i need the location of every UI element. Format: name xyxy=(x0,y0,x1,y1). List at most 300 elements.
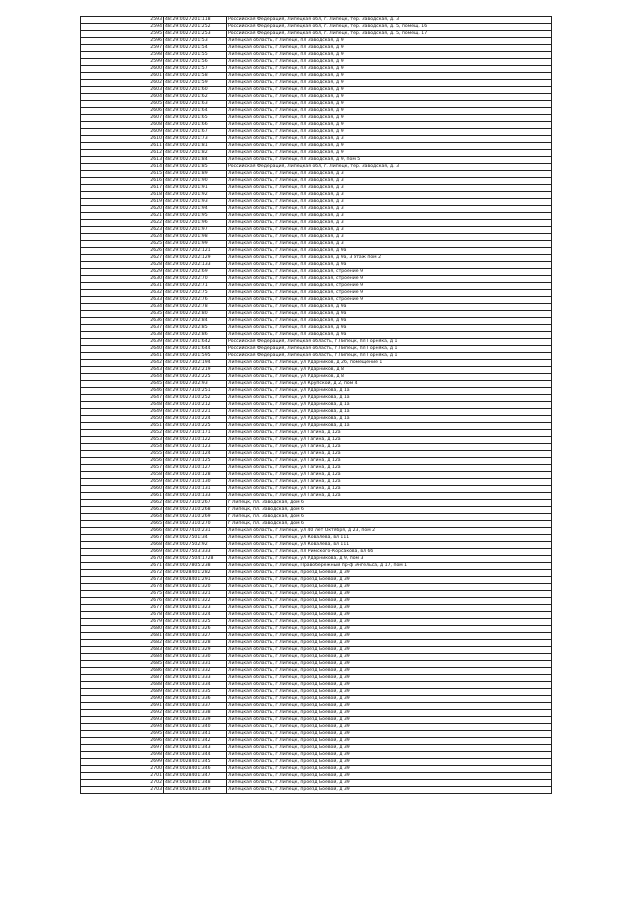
table-row xyxy=(81,367,552,374)
cadastral-number-cell: 48:29:0027310:171 xyxy=(164,430,227,437)
table-row xyxy=(81,773,552,780)
address-cell: г Липецк, пл. Заводская, дом 6 xyxy=(227,500,552,507)
table-row xyxy=(81,423,552,430)
cadastral-number-cell: 48:29:0027202:76 xyxy=(164,297,227,304)
cadastral-number-cell: 48:29:0027201:81 xyxy=(164,143,227,150)
address-cell: Липецкая область, г Липецк, пл Заводская, д 9а xyxy=(227,248,552,255)
table-row xyxy=(81,458,552,465)
table-row xyxy=(81,101,552,108)
address-cell: Липецкая область, г Липецк, пл Заводская, д 9 xyxy=(227,122,552,129)
table-row xyxy=(81,598,552,605)
cadastral-number-cell: 48:29:0027201:84 xyxy=(164,157,227,164)
address-cell: Липецкая область, г Липецк, пл Заводская, д 9 xyxy=(227,101,552,108)
address-cell: Липецкая область, г Липецк, пл Заводская, строение 9 xyxy=(227,297,552,304)
table-row xyxy=(81,220,552,227)
address-cell: Липецкая область, г Липецк, проезд Боевой, д 39 xyxy=(227,605,552,612)
address-cell: Липецкая область, г Липецк, проезд Боевой, д 39 xyxy=(227,780,552,787)
row-number-cell: 2676 xyxy=(81,598,164,605)
cadastral-number-cell: 48:29:0028401:291 xyxy=(164,577,227,584)
row-number-cell: 2674 xyxy=(81,584,164,591)
row-number-cell: 2684 xyxy=(81,654,164,661)
table-row xyxy=(81,381,552,388)
cadastral-number-cell: 48:29:0027310:267 xyxy=(164,500,227,507)
table-row xyxy=(81,178,552,185)
row-number-cell: 2677 xyxy=(81,605,164,612)
address-cell: Липецкая область, г Липецк, проезд Боевой, д 39 xyxy=(227,591,552,598)
table-row xyxy=(81,297,552,304)
table-row xyxy=(81,605,552,612)
cadastral-number-cell: 48:29:0027310:269 xyxy=(164,514,227,521)
row-number-cell: 2658 xyxy=(81,472,164,479)
table-row xyxy=(81,745,552,752)
cadastral-number-cell: 48:29:0027310:128 xyxy=(164,472,227,479)
table-row xyxy=(81,717,552,724)
table-row xyxy=(81,346,552,353)
table-row xyxy=(81,52,552,59)
table-row xyxy=(81,619,552,626)
address-cell: Липецкая область, г Липецк, пл Заводская, д 9 xyxy=(227,45,552,52)
cadastral-number-cell: 48:29:0027302:93 xyxy=(164,381,227,388)
row-number-cell: 2611 xyxy=(81,143,164,150)
cadastral-number-cell: 48:29:0028401:329 xyxy=(164,647,227,654)
row-number-cell: 2657 xyxy=(81,465,164,472)
address-cell: Липецкая область, г Липецк, проезд Боевой, д 39 xyxy=(227,577,552,584)
cadastral-number-cell: 48:29:0028401:327 xyxy=(164,633,227,640)
table-row xyxy=(81,395,552,402)
row-number-cell: 2603 xyxy=(81,87,164,94)
table-row xyxy=(81,402,552,409)
cadastral-number-cell: 48:29:0027201:56 xyxy=(164,59,227,66)
cadastral-number-cell: 48:29:0027201:60 xyxy=(164,87,227,94)
table-row xyxy=(81,276,552,283)
address-cell: Липецкая область, г Липецк, пл Заводская, д 9 xyxy=(227,80,552,87)
row-number-cell: 2654 xyxy=(81,444,164,451)
address-cell: Липецкая область, г Липецк, ул Гагина, д 12а xyxy=(227,465,552,472)
table-row xyxy=(81,45,552,52)
cadastral-number-cell: 48:29:0027202:69 xyxy=(164,269,227,276)
table-row xyxy=(81,325,552,332)
row-number-cell: 2685 xyxy=(81,661,164,668)
address-cell: Липецкая область, г Липецк, проезд Боевой, д 39 xyxy=(227,773,552,780)
row-number-cell: 2609 xyxy=(81,129,164,136)
row-number-cell: 2639 xyxy=(81,339,164,346)
row-number-cell: 2617 xyxy=(81,185,164,192)
cadastral-number-cell: 48:29:0027201:252 xyxy=(164,24,227,31)
row-number-cell: 2598 xyxy=(81,52,164,59)
address-cell: Липецкая область, г Липецк, пл Заводская, д 9 xyxy=(227,94,552,101)
row-number-cell: 2604 xyxy=(81,94,164,101)
address-cell: Липецкая область, г Липецк, проезд Боевой, д 39 xyxy=(227,661,552,668)
address-cell: Липецкая область, г Липецк, проезд Боевой, д 39 xyxy=(227,759,552,766)
row-number-cell: 2606 xyxy=(81,108,164,115)
row-number-cell: 2602 xyxy=(81,80,164,87)
table-row xyxy=(81,360,552,367)
cadastral-number-cell: 48:29:0028401:331 xyxy=(164,661,227,668)
address-cell: Липецкая область, г Липецк, ул Ударникова, д 1а xyxy=(227,423,552,430)
address-cell: Липецкая область, г Липецк, проезд Боевой, д 39 xyxy=(227,703,552,710)
row-number-cell: 2596 xyxy=(81,38,164,45)
table-row xyxy=(81,171,552,178)
address-cell: Липецкая область, г Липецк, проезд Боевой, д 39 xyxy=(227,647,552,654)
cadastral-number-cell: 48:29:0027201:85 xyxy=(164,164,227,171)
address-cell: Липецкая область, г Липецк, пл Заводская, строение 9 xyxy=(227,283,552,290)
table-row xyxy=(81,626,552,633)
registry-body xyxy=(81,17,552,794)
address-cell: Липецкая область, г Липецк, проезд Боевой, д 39 xyxy=(227,570,552,577)
address-cell: Липецкая область, г Липецк, пл Заводская, д 9 xyxy=(227,87,552,94)
table-row xyxy=(81,164,552,171)
cadastral-number-cell: 48:29:0027201:66 xyxy=(164,122,227,129)
table-row xyxy=(81,290,552,297)
address-cell: Липецкая область, г Липецк, пл Заводская, д 3 xyxy=(227,192,552,199)
address-cell: Липецкая область, г Липецк, пл Заводская, д 3 xyxy=(227,199,552,206)
table-row xyxy=(81,248,552,255)
table-row xyxy=(81,612,552,619)
cadastral-number-cell: 48:29:0027310:130 xyxy=(164,479,227,486)
cadastral-number-cell: 48:29:0027202:133 xyxy=(164,262,227,269)
row-number-cell: 2597 xyxy=(81,45,164,52)
cadastral-number-cell: 48:29:0028401:348 xyxy=(164,780,227,787)
address-cell: Липецкая область, г Липецк, пл Заводская, д 3 xyxy=(227,241,552,248)
cadastral-number-cell: 48:29:0027310:221 xyxy=(164,409,227,416)
address-cell: Липецкая область, г Липецк, ул Ударников, д 8 xyxy=(227,374,552,381)
table-row xyxy=(81,759,552,766)
cadastral-number-cell: 48:29:0027201:94 xyxy=(164,206,227,213)
table-row xyxy=(81,115,552,122)
table-row xyxy=(81,507,552,514)
table-row xyxy=(81,31,552,38)
table-row xyxy=(81,108,552,115)
address-cell: Липецкая область, г Липецк, проезд Боевой, д 39 xyxy=(227,724,552,731)
row-number-cell: 2683 xyxy=(81,647,164,654)
address-cell: Липецкая область, г Липецк, проезд Боевой, д 39 xyxy=(227,598,552,605)
table-row xyxy=(81,528,552,535)
cadastral-number-cell: 48:29:0027301:595 xyxy=(164,353,227,360)
address-cell: Липецкая область, г Липецк, пл Заводская, строение 9 xyxy=(227,269,552,276)
cadastral-number-cell: 48:29:0027201:63 xyxy=(164,101,227,108)
table-row xyxy=(81,451,552,458)
cadastral-number-cell: 48:29:0028401:322 xyxy=(164,598,227,605)
row-number-cell: 2630 xyxy=(81,276,164,283)
row-number-cell: 2600 xyxy=(81,66,164,73)
row-number-cell: 2699 xyxy=(81,759,164,766)
address-cell: Липецкая область, г Липецк, проезд Боевой, д 39 xyxy=(227,626,552,633)
address-cell: Российская Федерация, Липецкая обл, г. Липецк, тер. Заводская, д. 3 xyxy=(227,17,552,24)
row-number-cell: 2671 xyxy=(81,563,164,570)
cadastral-number-cell: 48:29:0027201:64 xyxy=(164,108,227,115)
row-number-cell: 2688 xyxy=(81,682,164,689)
cadastral-number-cell: 48:29:0028401:339 xyxy=(164,717,227,724)
row-number-cell: 2651 xyxy=(81,423,164,430)
cadastral-number-cell: 48:29:0028401:347 xyxy=(164,773,227,780)
table-row xyxy=(81,766,552,773)
address-cell: Липецкая область, г Липецк, ул Гагина, д 12а xyxy=(227,458,552,465)
row-number-cell: 2601 xyxy=(81,73,164,80)
row-number-cell: 2637 xyxy=(81,325,164,332)
row-number-cell: 2652 xyxy=(81,430,164,437)
table-row xyxy=(81,710,552,717)
address-cell: г Липецк, пл. Заводская, дом 6 xyxy=(227,521,552,528)
row-number-cell: 2640 xyxy=(81,346,164,353)
table-row xyxy=(81,689,552,696)
cadastral-number-cell: 48:29:0027501:34 xyxy=(164,535,227,542)
table-row xyxy=(81,584,552,591)
address-cell: Липецкая область, г Липецк, ул Гагина, д 12а xyxy=(227,430,552,437)
row-number-cell: 2693 xyxy=(81,717,164,724)
cadastral-number-cell: 48:29:0027310:251 xyxy=(164,388,227,395)
row-number-cell: 2628 xyxy=(81,262,164,269)
row-number-cell: 2632 xyxy=(81,290,164,297)
table-row xyxy=(81,556,552,563)
cadastral-number-cell: 48:29:0027201:95 xyxy=(164,213,227,220)
address-cell: Липецкая область, г Липецк, ул Гагина, д 12а xyxy=(227,479,552,486)
table-row xyxy=(81,682,552,689)
table-row xyxy=(81,24,552,31)
table-row xyxy=(81,437,552,444)
table-row xyxy=(81,94,552,101)
table-row xyxy=(81,416,552,423)
cadastral-number-cell: 48:29:0028401:332 xyxy=(164,668,227,675)
row-number-cell: 2594 xyxy=(81,24,164,31)
row-number-cell: 2678 xyxy=(81,612,164,619)
cadastral-number-cell: 48:29:0028401:324 xyxy=(164,612,227,619)
row-number-cell: 2691 xyxy=(81,703,164,710)
row-number-cell: 2690 xyxy=(81,696,164,703)
address-cell: Российская Федерация, Липецкая область, г Липецк, пл Горняка, д 1 xyxy=(227,353,552,360)
row-number-cell: 2643 xyxy=(81,367,164,374)
address-cell: Липецкая область, г Липецк, пл Заводская, д 9 xyxy=(227,115,552,122)
cadastral-number-cell: 48:29:0027202:121 xyxy=(164,248,227,255)
row-number-cell: 2620 xyxy=(81,206,164,213)
row-number-cell: 2599 xyxy=(81,59,164,66)
table-row xyxy=(81,591,552,598)
table-row xyxy=(81,332,552,339)
cadastral-number-cell: 48:29:0027201:53 xyxy=(164,38,227,45)
cadastral-number-cell: 48:29:0028401:338 xyxy=(164,710,227,717)
row-number-cell: 2638 xyxy=(81,332,164,339)
address-cell: Липецкая область, г Липецк, ул Гагина, д 12а xyxy=(227,493,552,500)
cadastral-number-cell: 48:29:0027201:253 xyxy=(164,31,227,38)
cadastral-number-cell: 48:29:0027310:268 xyxy=(164,507,227,514)
address-cell: Липецкая область, г Липецк, проезд Боевой, д 39 xyxy=(227,745,552,752)
address-cell: Липецкая область, г Липецк, пл Заводская, д 9 xyxy=(227,150,552,157)
table-row xyxy=(81,269,552,276)
cadastral-number-cell: 48:29:0028401:326 xyxy=(164,626,227,633)
table-row xyxy=(81,143,552,150)
row-number-cell: 2663 xyxy=(81,507,164,514)
row-number-cell: 2701 xyxy=(81,773,164,780)
table-row xyxy=(81,549,552,556)
cadastral-number-cell: 48:29:0027805:238 xyxy=(164,563,227,570)
table-row xyxy=(81,38,552,45)
address-cell: Липецкая область, г Липецк, пл Заводская, д 9а xyxy=(227,304,552,311)
address-cell: Липецкая область, г Липецк, пл Заводская, д 9 xyxy=(227,108,552,115)
row-number-cell: 2702 xyxy=(81,780,164,787)
row-number-cell: 2647 xyxy=(81,395,164,402)
cadastral-number-cell: 48:29:0027201:92 xyxy=(164,192,227,199)
table-row xyxy=(81,703,552,710)
cadastral-number-cell: 48:29:0028401:325 xyxy=(164,619,227,626)
cadastral-number-cell: 48:29:0027201:59 xyxy=(164,80,227,87)
cadastral-number-cell: 48:29:0027410:231 xyxy=(164,528,227,535)
address-cell: Липецкая область, г Липецк, проезд Боевой, д 39 xyxy=(227,689,552,696)
address-cell: Липецкая область, г Липецк, проезд Боевой, д 39 xyxy=(227,640,552,647)
cadastral-number-cell: 48:29:0027310:133 xyxy=(164,493,227,500)
table-row xyxy=(81,542,552,549)
address-cell: Липецкая область, г Липецк, проезд Боевой, д 39 xyxy=(227,682,552,689)
cadastral-number-cell: 48:29:0028401:345 xyxy=(164,759,227,766)
address-cell: Липецкая область, г Липецк, проезд Боевой, д 39 xyxy=(227,752,552,759)
table-row xyxy=(81,129,552,136)
cadastral-number-cell: 48:29:0027202:85 xyxy=(164,325,227,332)
cadastral-number-cell: 48:29:0027202:84 xyxy=(164,318,227,325)
cadastral-number-cell: 48:29:0028401:340 xyxy=(164,724,227,731)
table-row xyxy=(81,780,552,787)
address-cell: Липецкая область, г Липецк, ул Ударников, д 26, помещение 1 xyxy=(227,360,552,367)
address-cell: Липецкая область, г Липецк, пл Заводская, д 9 xyxy=(227,73,552,80)
address-cell: Липецкая область, г Липецк, проезд Боевой, д 39 xyxy=(227,766,552,773)
cadastral-number-cell: 48:29:0027310:224 xyxy=(164,416,227,423)
address-cell: Липецкая область, г Липецк, ул Гагина, д 12а xyxy=(227,451,552,458)
cadastral-number-cell: 48:29:0028401:335 xyxy=(164,689,227,696)
row-number-cell: 2687 xyxy=(81,675,164,682)
table-row xyxy=(81,577,552,584)
row-number-cell: 2641 xyxy=(81,353,164,360)
table-row xyxy=(81,724,552,731)
cadastral-number-cell: 48:29:0027301:644 xyxy=(164,346,227,353)
cadastral-number-cell: 48:29:0028401:323 xyxy=(164,605,227,612)
table-row xyxy=(81,255,552,262)
registry-table xyxy=(80,16,552,794)
address-cell: Липецкая область, г Липецк, Правобережный пр-ф Энгельса, д 17, пом 1 xyxy=(227,563,552,570)
cadastral-number-cell: 48:29:0028401:344 xyxy=(164,752,227,759)
address-cell: Липецкая область, г Липецк, пл Заводская, д 3 xyxy=(227,136,552,143)
cadastral-number-cell: 48:29:0027201:91 xyxy=(164,185,227,192)
table-row xyxy=(81,353,552,360)
cadastral-number-cell: 48:29:0028401:330 xyxy=(164,654,227,661)
row-number-cell: 2629 xyxy=(81,269,164,276)
row-number-cell: 2612 xyxy=(81,150,164,157)
table-row xyxy=(81,696,552,703)
row-number-cell: 2686 xyxy=(81,668,164,675)
table-row xyxy=(81,563,552,570)
cadastral-number-cell: 48:29:0027502:92 xyxy=(164,542,227,549)
address-cell: Липецкая область, г Липецк, пл Заводская, д 9 xyxy=(227,66,552,73)
cadastral-number-cell: 48:29:0027310:123 xyxy=(164,444,227,451)
row-number-cell: 2689 xyxy=(81,689,164,696)
cadastral-number-cell: 48:29:0027201:93 xyxy=(164,199,227,206)
table-row xyxy=(81,647,552,654)
cadastral-number-cell: 48:29:0028401:346 xyxy=(164,766,227,773)
cadastral-number-cell: 48:29:0027302:225 xyxy=(164,374,227,381)
table-row xyxy=(81,73,552,80)
row-number-cell: 2595 xyxy=(81,31,164,38)
row-number-cell: 2642 xyxy=(81,360,164,367)
table-row xyxy=(81,87,552,94)
address-cell: Липецкая область, г Липецк, ул 40 лет Октября, д 23, пом 2 xyxy=(227,528,552,535)
address-cell: Липецкая область, г Липецк, пл Заводская, д 9 xyxy=(227,143,552,150)
address-cell: Липецкая область, г Липецк, проезд Боевой, д 39 xyxy=(227,675,552,682)
address-cell: Российская Федерация, Липецкая область, г Липецк, пл Горняка, д 1 xyxy=(227,339,552,346)
cadastral-number-cell: 48:29:0027202:78 xyxy=(164,304,227,311)
cadastral-number-cell: 48:29:0027201:98 xyxy=(164,234,227,241)
row-number-cell: 2616 xyxy=(81,178,164,185)
row-number-cell: 2625 xyxy=(81,241,164,248)
address-cell: Липецкая область, г Липецк, проезд Боевой, д 39 xyxy=(227,668,552,675)
cadastral-number-cell: 48:29:0027310:127 xyxy=(164,465,227,472)
cadastral-number-cell: 48:29:0028401:336 xyxy=(164,696,227,703)
address-cell: Липецкая область, г Липецк, ул Крупской, д 2, пом 4 xyxy=(227,381,552,388)
row-number-cell: 2631 xyxy=(81,283,164,290)
row-number-cell: 2662 xyxy=(81,500,164,507)
address-cell: Липецкая область, г Липецк, пл Заводская, д 3 xyxy=(227,213,552,220)
address-cell: Липецкая область, г Липецк, пл Заводская, строение 9 xyxy=(227,276,552,283)
row-number-cell: 2646 xyxy=(81,388,164,395)
address-cell: Липецкая область, г Липецк, пл Заводская, строение 9 xyxy=(227,290,552,297)
table-row xyxy=(81,500,552,507)
address-cell: Липецкая область, г Липецк, пл Заводская, д 9а xyxy=(227,311,552,318)
address-cell: Липецкая область, г Липецк, пл Заводская, д 3 xyxy=(227,234,552,241)
table-row xyxy=(81,409,552,416)
row-number-cell: 2649 xyxy=(81,409,164,416)
cadastral-number-cell: 48:29:0027504:1728 xyxy=(164,556,227,563)
cadastral-number-cell: 48:29:0028401:333 xyxy=(164,675,227,682)
address-cell: Липецкая область, г Липецк, пл Заводская, д 3 xyxy=(227,171,552,178)
address-cell: Липецкая область, г Липецк, ул Ударникова, д 1а xyxy=(227,388,552,395)
row-number-cell: 2681 xyxy=(81,633,164,640)
address-cell: Липецкая область, г Липецк, проезд Боевой, д 39 xyxy=(227,731,552,738)
address-cell: Липецкая область, г Липецк, ул Ударникова, д 1а xyxy=(227,395,552,402)
row-number-cell: 2692 xyxy=(81,710,164,717)
row-number-cell: 2668 xyxy=(81,542,164,549)
cadastral-number-cell: 48:29:0027201:58 xyxy=(164,73,227,80)
cadastral-number-cell: 48:29:0028401:342 xyxy=(164,738,227,745)
address-cell: Липецкая область, г Липецк, пл Заводская, д 9а xyxy=(227,332,552,339)
cadastral-number-cell: 48:29:0027310:131 xyxy=(164,486,227,493)
address-cell: Липецкая область, г Липецк, проезд Боевой, д 39 xyxy=(227,738,552,745)
row-number-cell: 2618 xyxy=(81,192,164,199)
row-number-cell: 2670 xyxy=(81,556,164,563)
address-cell: Липецкая область, г Липецк, ул Ударникова, д 1а xyxy=(227,402,552,409)
address-cell: Липецкая область, г Липецк, ул Гагина, д 12а xyxy=(227,437,552,444)
address-cell: Российская Федерация, Липецкая обл, г. Липецк, тер. Заводская, д. 3 xyxy=(227,164,552,171)
cadastral-number-cell: 48:29:0027310:225 xyxy=(164,423,227,430)
table-row xyxy=(81,675,552,682)
row-number-cell: 2624 xyxy=(81,234,164,241)
table-row xyxy=(81,157,552,164)
row-number-cell: 2696 xyxy=(81,738,164,745)
row-number-cell: 2644 xyxy=(81,374,164,381)
address-cell: Липецкая область, г Липецк, пл Заводская, д 9, пом 5 xyxy=(227,157,552,164)
cadastral-number-cell: 48:29:0028401:349 xyxy=(164,787,227,794)
row-number-cell: 2661 xyxy=(81,493,164,500)
table-row xyxy=(81,472,552,479)
row-number-cell: 2648 xyxy=(81,402,164,409)
address-cell: Липецкая область, г Липецк, ул Ударников, д 8 xyxy=(227,367,552,374)
address-cell: Липецкая область, г Липецк, пл Заводская, д 3 xyxy=(227,227,552,234)
table-row xyxy=(81,150,552,157)
row-number-cell: 2634 xyxy=(81,304,164,311)
cadastral-number-cell: 48:29:0027202:80 xyxy=(164,311,227,318)
address-cell: Липецкая область, г Липецк, пл Заводская, д 9а xyxy=(227,318,552,325)
address-cell: Липецкая область, г Липецк, пл Заводская, д 9 xyxy=(227,59,552,66)
address-cell: Липецкая область, г Липецк, проезд Боевой, д 39 xyxy=(227,654,552,661)
address-cell: Липецкая область, г Липецк, ул Ударникова, д 1а xyxy=(227,409,552,416)
table-row xyxy=(81,374,552,381)
table-row xyxy=(81,80,552,87)
table-row xyxy=(81,752,552,759)
cadastral-number-cell: 48:29:0027201:73 xyxy=(164,136,227,143)
